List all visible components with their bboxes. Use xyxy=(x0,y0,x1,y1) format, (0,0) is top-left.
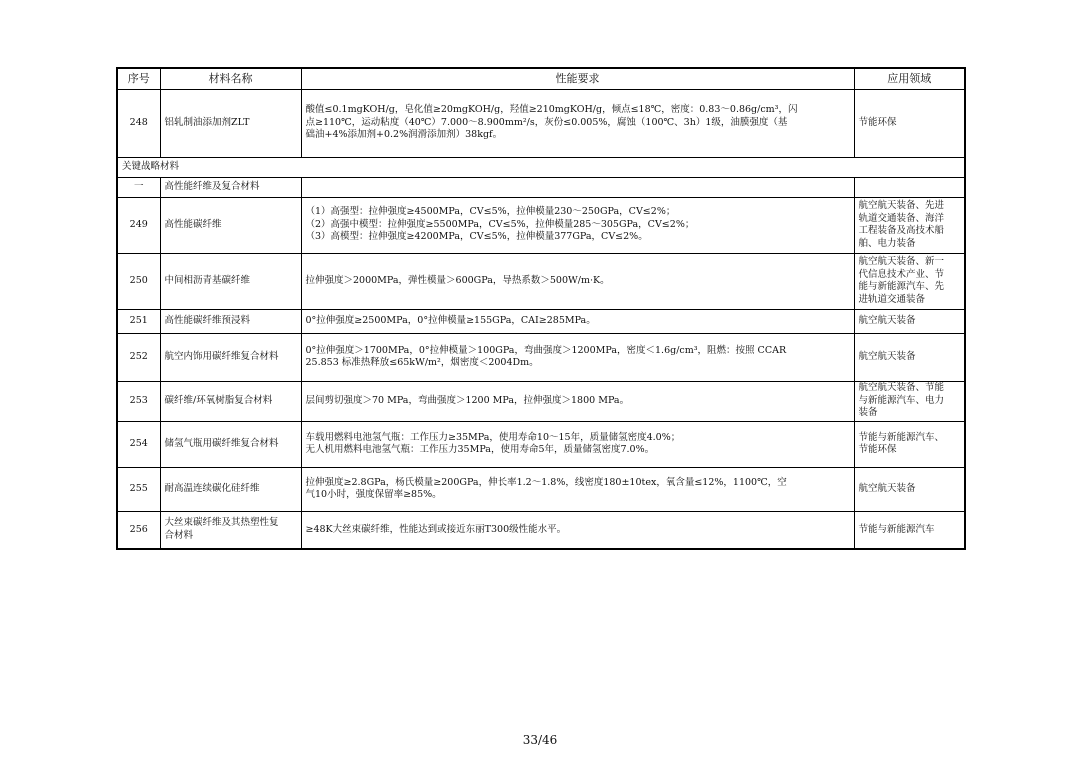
row-name xyxy=(160,253,301,309)
req-line: 0°拉伸强度＞1700MPa，0°拉伸模量＞100GPa，弯曲强度＞1200MPa，密度＜1.6g/cm³，阻燃：按照 CCAR xyxy=(305,344,787,356)
row-name xyxy=(160,333,301,381)
name-line: 储氢气瓶用碳纤维复合材料 xyxy=(164,437,279,449)
row-field xyxy=(854,197,965,253)
req-line: 车载用燃料电池氢气瓶：工作压力≥35MPa，使用寿命10～15年，质量储氢密度4.0%； xyxy=(305,431,681,443)
col-header-name: 材料名称 xyxy=(160,68,301,89)
field-line: 航空航天装备 xyxy=(858,482,916,494)
row-no: 252 xyxy=(117,333,160,381)
table-row xyxy=(117,511,965,549)
row-requirements xyxy=(301,381,854,421)
req-line: （1）高强型：拉伸强度≥4500MPa，CV≤5%，拉伸模量230～250GPa，CV≤2%； xyxy=(305,206,676,218)
req-line: ≥48K大丝束碳纤维，性能达到或接近东丽T300级性能水平。 xyxy=(305,523,567,535)
field-line: 装备 xyxy=(858,407,878,419)
field-line: 进轨道交通装备 xyxy=(858,293,926,305)
section-title: 关键战略材料 xyxy=(117,157,965,177)
req-line: （2）高强中模型：拉伸强度≥5500MPa，CV≤5%，拉伸模量285～305GPa，CV≤2%； xyxy=(305,218,695,230)
name-line: 中间相沥青基碳纤维 xyxy=(164,274,251,286)
row-name xyxy=(160,381,301,421)
req-line: 拉伸强度≥2.8GPa，杨氏模量≥200GPa，伸长率1.2～1.8%，线密度180±10tex，氧含量≤12%，1100℃，空 xyxy=(305,476,787,488)
field-line: 能与新能源汽车、先 xyxy=(858,281,945,292)
row-field xyxy=(854,467,965,511)
row-requirements xyxy=(301,197,854,253)
field-line: 与新能源汽车、电力 xyxy=(858,394,945,406)
header-row xyxy=(117,68,965,89)
row-requirements xyxy=(301,421,854,467)
row-field xyxy=(854,253,965,309)
row-no: 255 xyxy=(117,467,160,511)
table-row xyxy=(117,309,965,333)
name-line: 大丝束碳纤维及其热塑性复 xyxy=(164,517,279,529)
spec-table xyxy=(116,67,966,550)
table-row xyxy=(117,89,965,157)
field-line: 航空航天装备、节能 xyxy=(858,382,945,394)
col-header-req: 性能要求 xyxy=(301,68,854,89)
subsection-row xyxy=(117,177,965,197)
req-line: 0°拉伸强度≥2500MPa，0°拉伸模量≥155GPa，CAI≥285MPa。 xyxy=(305,314,596,326)
row-name: 铝轧制油添加剂ZLT xyxy=(160,89,301,157)
section-row xyxy=(117,157,965,177)
row-requirements xyxy=(301,511,854,549)
row-name xyxy=(160,467,301,511)
field-line: 舶、电力装备 xyxy=(858,237,916,249)
row-no: 250 xyxy=(117,253,160,309)
table-row xyxy=(117,333,965,381)
row-field xyxy=(854,333,965,381)
field-line: 航空航天装备 xyxy=(858,314,916,326)
page-number: 33/46 xyxy=(522,733,558,747)
row-field xyxy=(854,381,965,421)
row-requirements xyxy=(301,333,854,381)
row-no: 249 xyxy=(117,197,160,253)
name-line: 耐高温连续碳化硅纤维 xyxy=(164,482,260,494)
row-field xyxy=(854,421,965,467)
name-line: 高性能碳纤维预浸料 xyxy=(164,314,251,326)
field-line: 航空航天装备、新一 xyxy=(858,256,945,267)
row-no: 251 xyxy=(117,309,160,333)
row-name xyxy=(160,309,301,333)
req-line: （3）高模型：拉伸强度≥4200MPa，CV≤5%，拉伸模量377GPa，CV≤2%。 xyxy=(305,231,648,243)
row-requirements xyxy=(301,467,854,511)
req-line: 气10小时，强度保留率≥85%。 xyxy=(305,489,442,500)
field-line: 代信息技术产业、节 xyxy=(858,268,945,280)
field-line: 节能与新能源汽车、 xyxy=(858,431,945,443)
req-line: 25.853 标准热释放≤65kW/m²，烟密度＜2004Dm。 xyxy=(305,357,539,368)
row-requirements xyxy=(301,309,854,333)
table-row xyxy=(117,253,965,309)
name-line: 碳纤维/环氧树脂复合材料 xyxy=(164,394,273,406)
row-field xyxy=(854,89,965,157)
col-header-field: 应用领域 xyxy=(854,68,965,89)
row-requirements xyxy=(301,253,854,309)
row-name xyxy=(160,197,301,253)
table-row xyxy=(117,467,965,511)
row-field xyxy=(854,309,965,333)
row-name xyxy=(160,421,301,467)
name-line: 高性能碳纤维 xyxy=(164,218,222,230)
row-no: 254 xyxy=(117,421,160,467)
field-line: 航空航天装备、先进 xyxy=(858,200,945,211)
name-line: 合材料 xyxy=(164,529,194,541)
name-line: 航空内饰用碳纤维复合材料 xyxy=(164,350,279,362)
req-line: 础油+4%添加剂+0.2%润滑添加剂）38kgf。 xyxy=(305,129,503,141)
table-row xyxy=(117,421,965,467)
field-line: 节能环保 xyxy=(858,444,897,455)
row-no: 256 xyxy=(117,511,160,549)
req-line: 点≥110℃，运动粘度（40℃）7.000～8.900mm²/s，灰份≤0.005%，腐蚀（100℃、3h）1级，油膜强度（基 xyxy=(305,116,788,128)
row-requirements xyxy=(301,89,854,157)
req-line: 拉伸强度＞2000MPa，弹性模量＞600GPa，导热系数＞500W/m·K。 xyxy=(305,274,610,286)
req-line: 层间剪切强度＞70 MPa，弯曲强度＞1200 MPa，拉伸强度＞1800 MPa。 xyxy=(305,394,630,406)
row-field xyxy=(854,511,965,549)
subsection-no: 一 xyxy=(117,177,160,197)
row-no: 248 xyxy=(117,89,160,157)
req-line: 无人机用燃料电池氢气瓶：工作压力35MPa，使用寿命5年，质量储氢密度7.0%。 xyxy=(305,444,655,455)
table-row xyxy=(117,197,965,253)
field-line: 节能环保 xyxy=(858,116,897,128)
table-row xyxy=(117,381,965,421)
row-name xyxy=(160,511,301,549)
col-header-no: 序号 xyxy=(117,68,160,89)
row-no: 253 xyxy=(117,381,160,421)
subsection-title: 高性能纤维及复合材料 xyxy=(160,177,301,197)
req-line: 酸值≤0.1mgKOH/g，皂化值≥20mgKOH/g，羟值≥210mgKOH/g，倾点≤18℃，密度：0.83～0.86g/cm³，闪 xyxy=(305,104,798,116)
field-line: 节能与新能源汽车 xyxy=(858,523,935,535)
field-line: 轨道交通装备、海洋 xyxy=(858,212,945,224)
field-line: 航空航天装备 xyxy=(858,350,916,362)
field-line: 工程装备及高技术船 xyxy=(858,225,945,236)
